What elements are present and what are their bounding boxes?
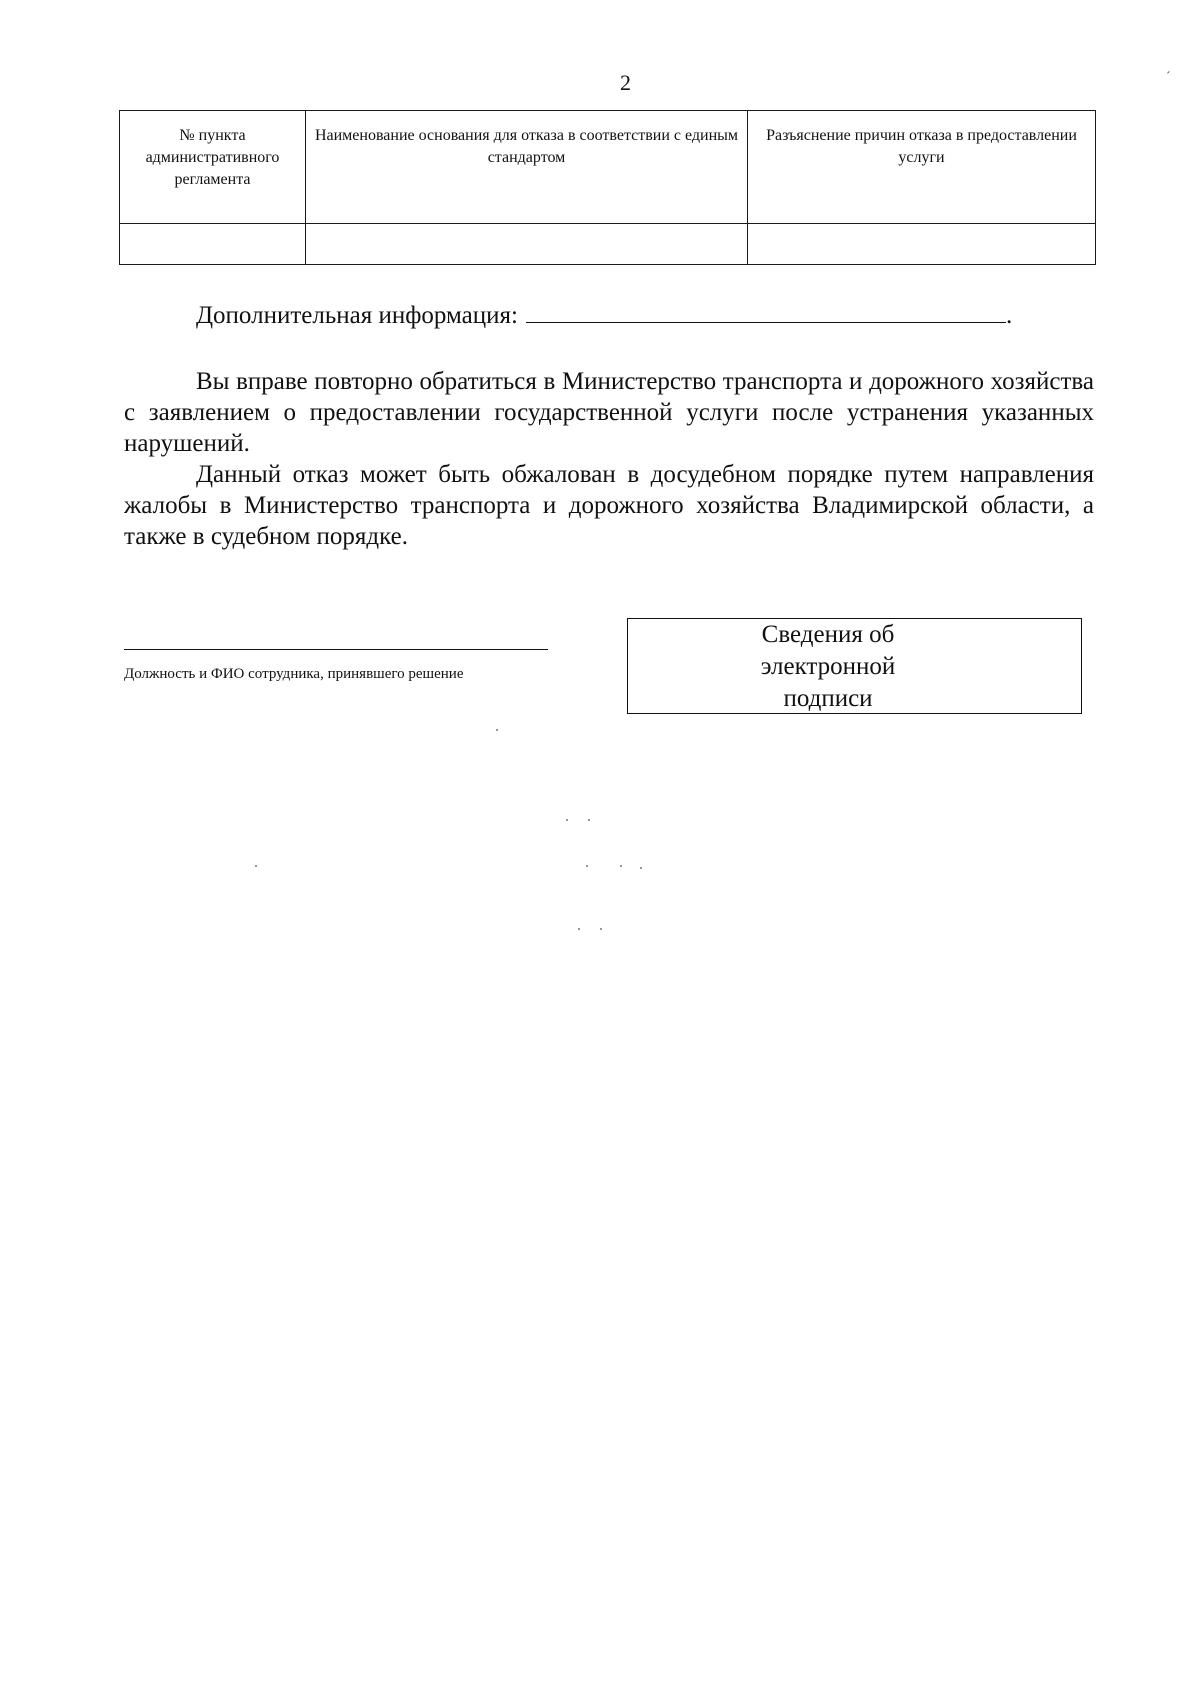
page-number: 2 <box>620 70 631 95</box>
table-row <box>120 224 1096 265</box>
appeal-text: Данный отказ может быть обжалован в досудебном порядке путем направления жалобы в Министерство транспорта и дорожного хозяйства Владимирской области, а также в судебном порядке. <box>124 461 1094 550</box>
additional-info-label: Дополнительная информация: <box>196 302 518 329</box>
electronic-signature-box <box>627 618 1082 714</box>
reapply-paragraph <box>124 366 1094 459</box>
scan-speck <box>496 729 498 731</box>
scan-speck <box>586 865 588 867</box>
scan-mark: ´ <box>1166 70 1171 85</box>
table-cell <box>306 224 748 265</box>
esig-line-1: Сведения об <box>761 621 895 648</box>
table-header-row <box>120 111 1096 224</box>
scan-speck <box>255 865 257 867</box>
signature-caption: Должность и ФИО сотрудника, принявшего решение <box>124 666 464 682</box>
table-cell <box>120 224 306 265</box>
scan-speck <box>620 865 622 867</box>
additional-info <box>196 300 1012 330</box>
esig-line-3: подписи <box>783 685 873 712</box>
scan-speck <box>588 819 590 821</box>
header-clause-number: № пункта административного регламента <box>120 111 306 224</box>
reapply-text: Вы вправе повторно обратиться в Министерство транспорта и дорожного хозяйства с заявлением о предоставлении государственной услуги после устранения указанных нарушений. <box>124 368 1094 457</box>
table-cell <box>748 224 1096 265</box>
appeal-paragraph <box>124 459 1094 552</box>
esig-line-2: электронной <box>760 653 896 680</box>
scan-speck <box>640 867 642 869</box>
scan-speck <box>566 819 568 821</box>
additional-info-field <box>526 300 1006 323</box>
refusal-grounds-table <box>119 110 1096 265</box>
header-reason-explanation: Разъяснение причин отказа в предоставлении услуги <box>748 111 1096 224</box>
header-ground-name: Наименование основания для отказа в соответствии с единым стандартом <box>306 111 748 224</box>
scan-speck <box>600 928 602 930</box>
signature-line <box>124 649 548 650</box>
scan-speck <box>578 928 580 930</box>
additional-info-end: . <box>1006 302 1013 329</box>
